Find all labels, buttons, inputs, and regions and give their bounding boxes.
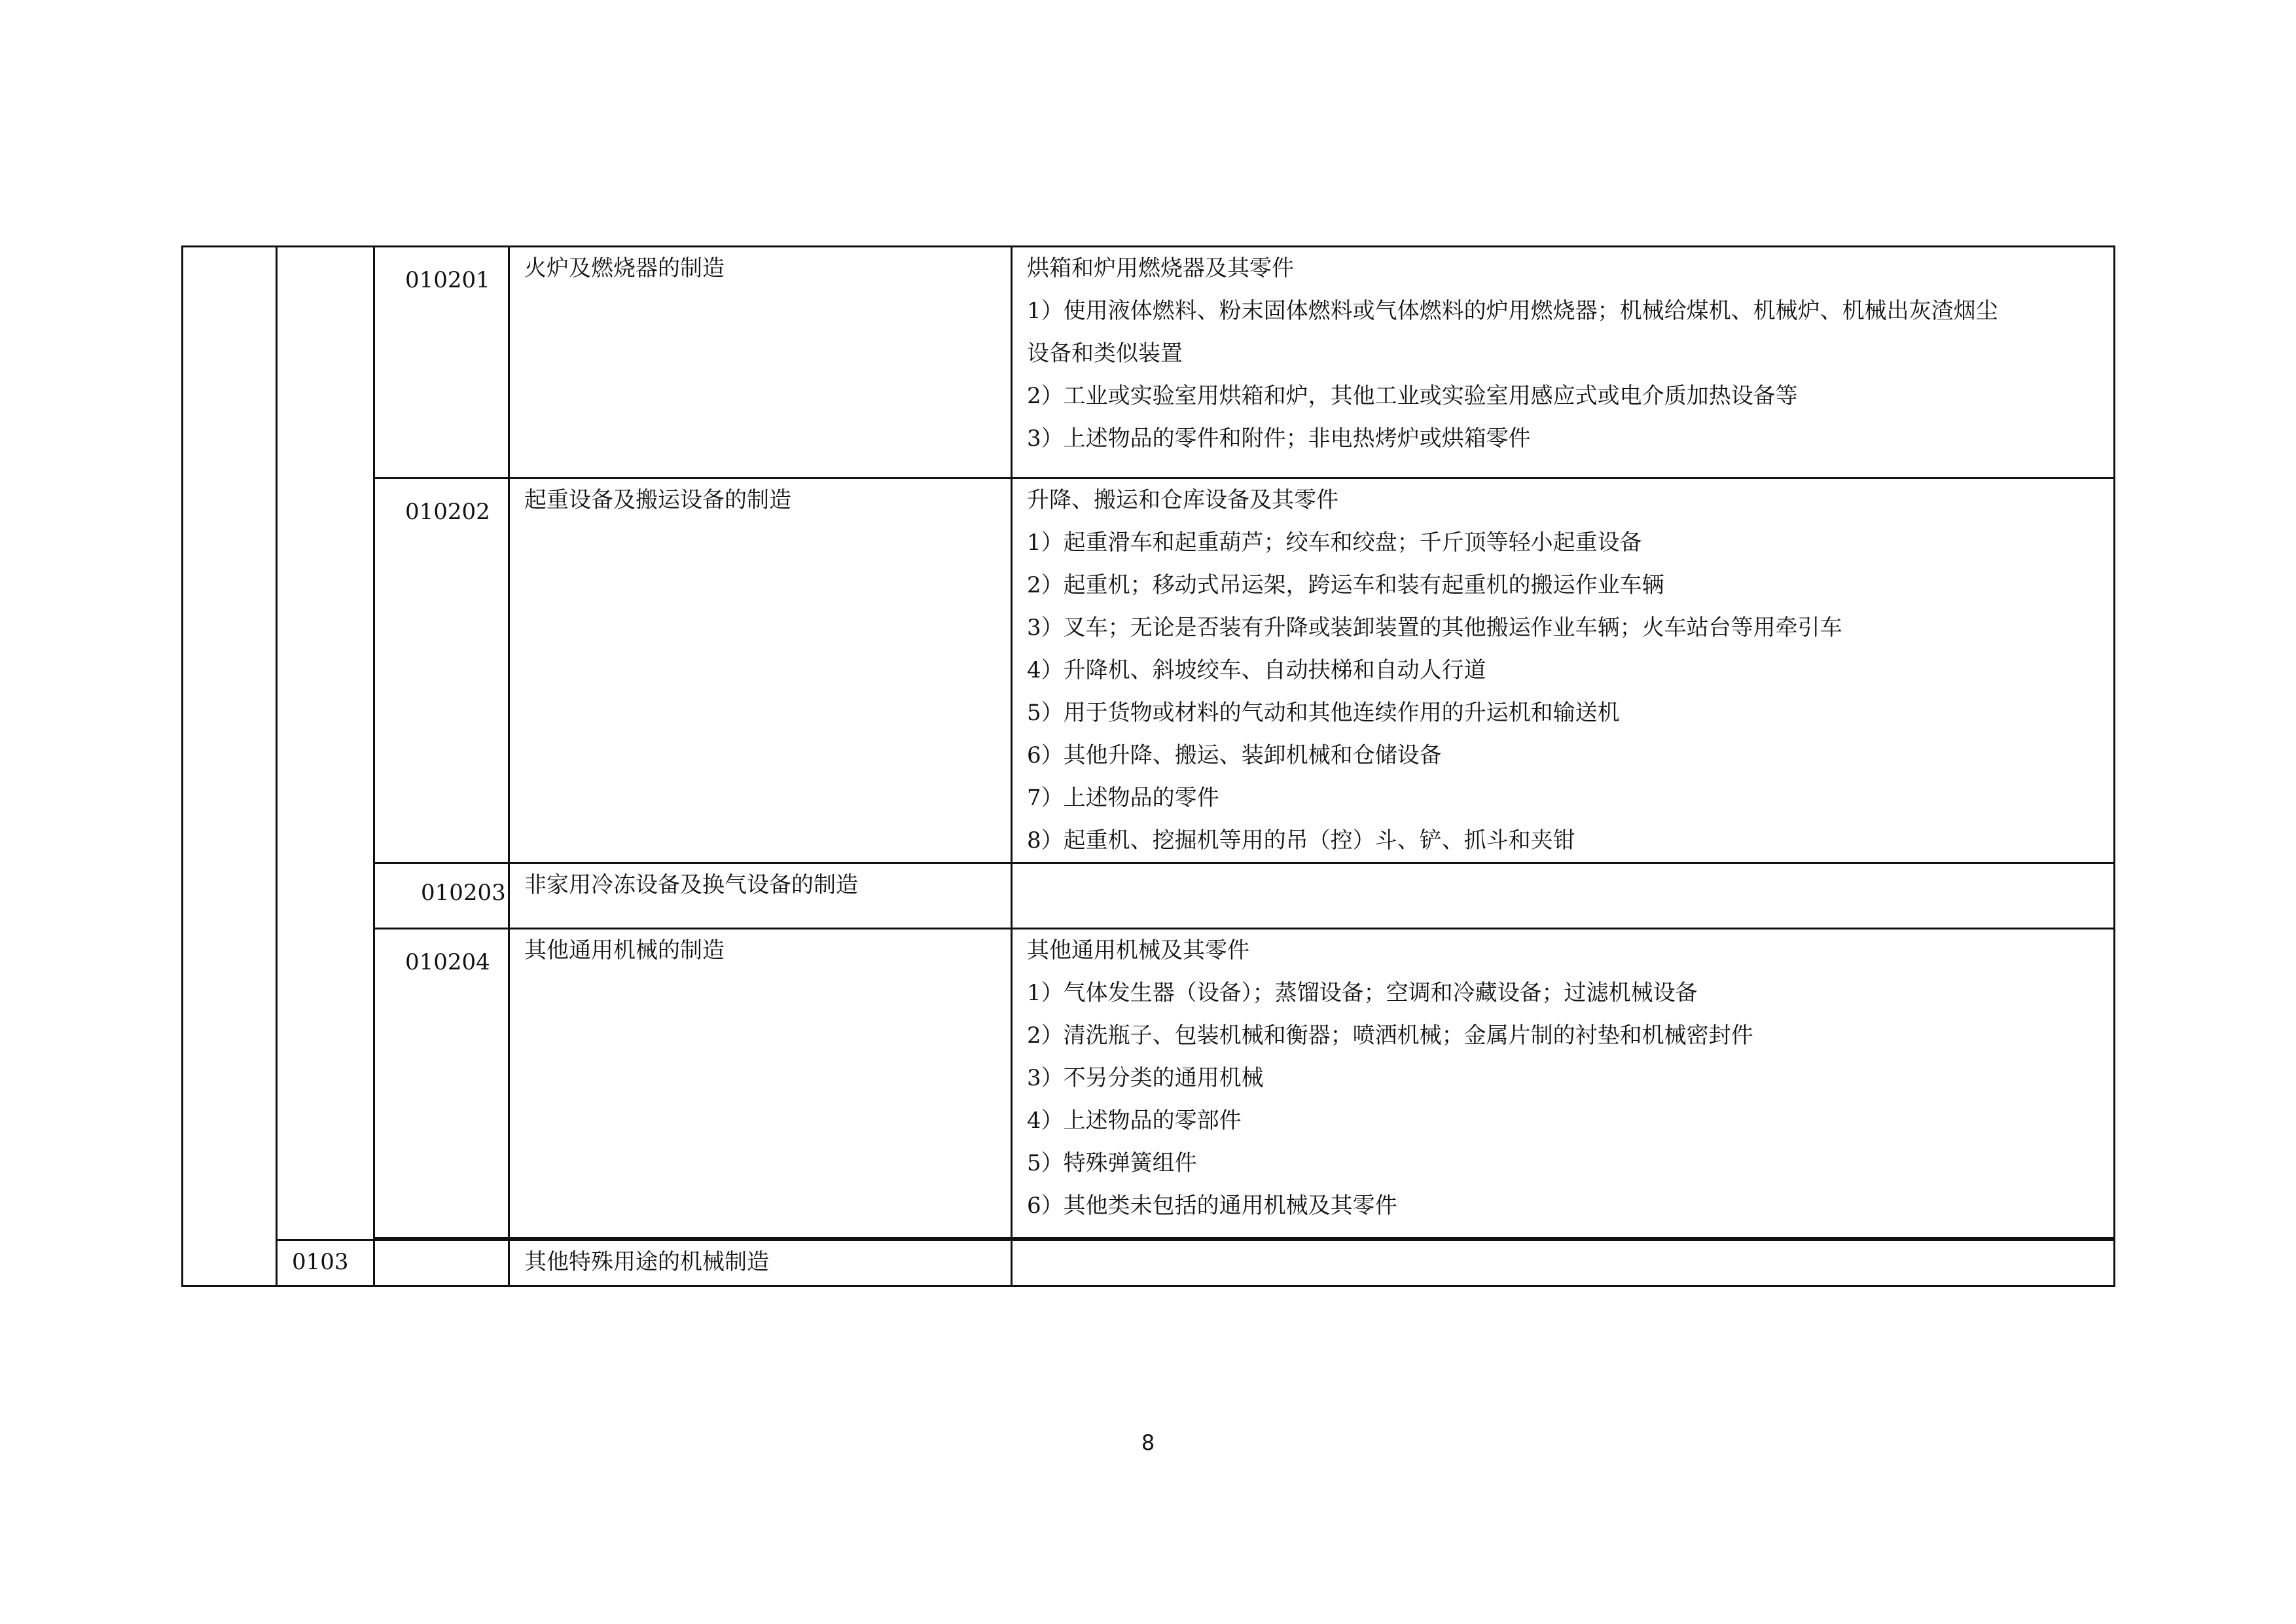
table-row	[183, 247, 2115, 478]
item-code: 010201	[374, 247, 509, 478]
item-description	[1012, 478, 2115, 863]
description-line: 设备和类似装置	[1027, 340, 1183, 367]
sub-category-cell	[277, 247, 374, 1240]
item-name: 非家用冷冻设备及换气设备的制造	[509, 863, 1012, 929]
description-line: 3）上述物品的零件和附件；非电热烤炉或烘箱零件	[1027, 425, 1531, 452]
table-row	[183, 863, 2115, 929]
table-row	[183, 1240, 2115, 1286]
description-line: 升降、搬运和仓库设备及其零件	[1027, 487, 1338, 513]
description-line: 6）其他类未包括的通用机械及其零件	[1027, 1193, 1397, 1219]
description-line: 其他通用机械及其零件	[1027, 937, 1249, 964]
description-line: 5）用于货物或材料的气动和其他连续作用的升运机和输送机	[1027, 700, 1620, 726]
description-line: 7）上述物品的零件	[1027, 785, 1219, 811]
description-line: 5）特殊弹簧组件	[1027, 1150, 1197, 1176]
description-line: 烘箱和炉用燃烧器及其零件	[1027, 255, 1294, 281]
description-line: 4）上述物品的零部件	[1027, 1108, 1242, 1134]
group-description	[1012, 1240, 2115, 1286]
item-name: 火炉及燃烧器的制造	[509, 247, 1012, 478]
description-line: 8）起重机、挖掘机等用的吊（控）斗、铲、抓斗和夹钳	[1027, 827, 1575, 854]
item-code-empty	[374, 1240, 509, 1286]
description-line: 3）不另分类的通用机械	[1027, 1065, 1264, 1091]
description-line: 3）叉车；无论是否装有升降或装卸装置的其他搬运作业车辆；火车站台等用牵引车	[1027, 615, 1842, 641]
table-row	[183, 478, 2115, 863]
table-row	[183, 929, 2115, 1238]
description-line: 1）起重滑车和起重葫芦；绞车和绞盘；千斤顶等轻小起重设备	[1027, 530, 1642, 556]
description-line: 4）升降机、斜坡绞车、自动扶梯和自动人行道	[1027, 657, 1486, 683]
description-line: 1）使用液体燃料、粉末固体燃料或气体燃料的炉用燃烧器；机械给煤机、机械炉、机械出灰渣烟尘	[1027, 298, 1998, 324]
item-name: 其他通用机械的制造	[509, 929, 1012, 1238]
item-code: 010203	[374, 863, 509, 929]
classification-table	[181, 245, 2115, 1287]
item-description	[1012, 929, 2115, 1238]
group-name: 其他特殊用途的机械制造	[509, 1240, 1012, 1286]
item-name: 起重设备及搬运设备的制造	[509, 478, 1012, 863]
item-description	[1012, 863, 2115, 929]
description-line: 2）起重机；移动式吊运架，跨运车和装有起重机的搬运作业车辆	[1027, 572, 1664, 598]
description-line: 6）其他升降、搬运、装卸机械和仓储设备	[1027, 742, 1442, 768]
item-code: 010204	[374, 929, 509, 1238]
outer-category-cell	[183, 247, 277, 1286]
item-description	[1012, 247, 2115, 478]
group-code: 0103	[277, 1240, 374, 1286]
description-line: 1）气体发生器（设备）；蒸馏设备；空调和冷藏设备；过滤机械设备	[1027, 980, 1698, 1006]
description-line: 2）工业或实验室用烘箱和炉，其他工业或实验室用感应式或电介质加热设备等	[1027, 383, 1798, 409]
item-code: 010202	[374, 478, 509, 863]
description-line: 2）清洗瓶子、包装机械和衡器；喷洒机械；金属片制的衬垫和机械密封件	[1027, 1022, 1753, 1049]
page-number: 8	[1141, 1430, 1155, 1455]
